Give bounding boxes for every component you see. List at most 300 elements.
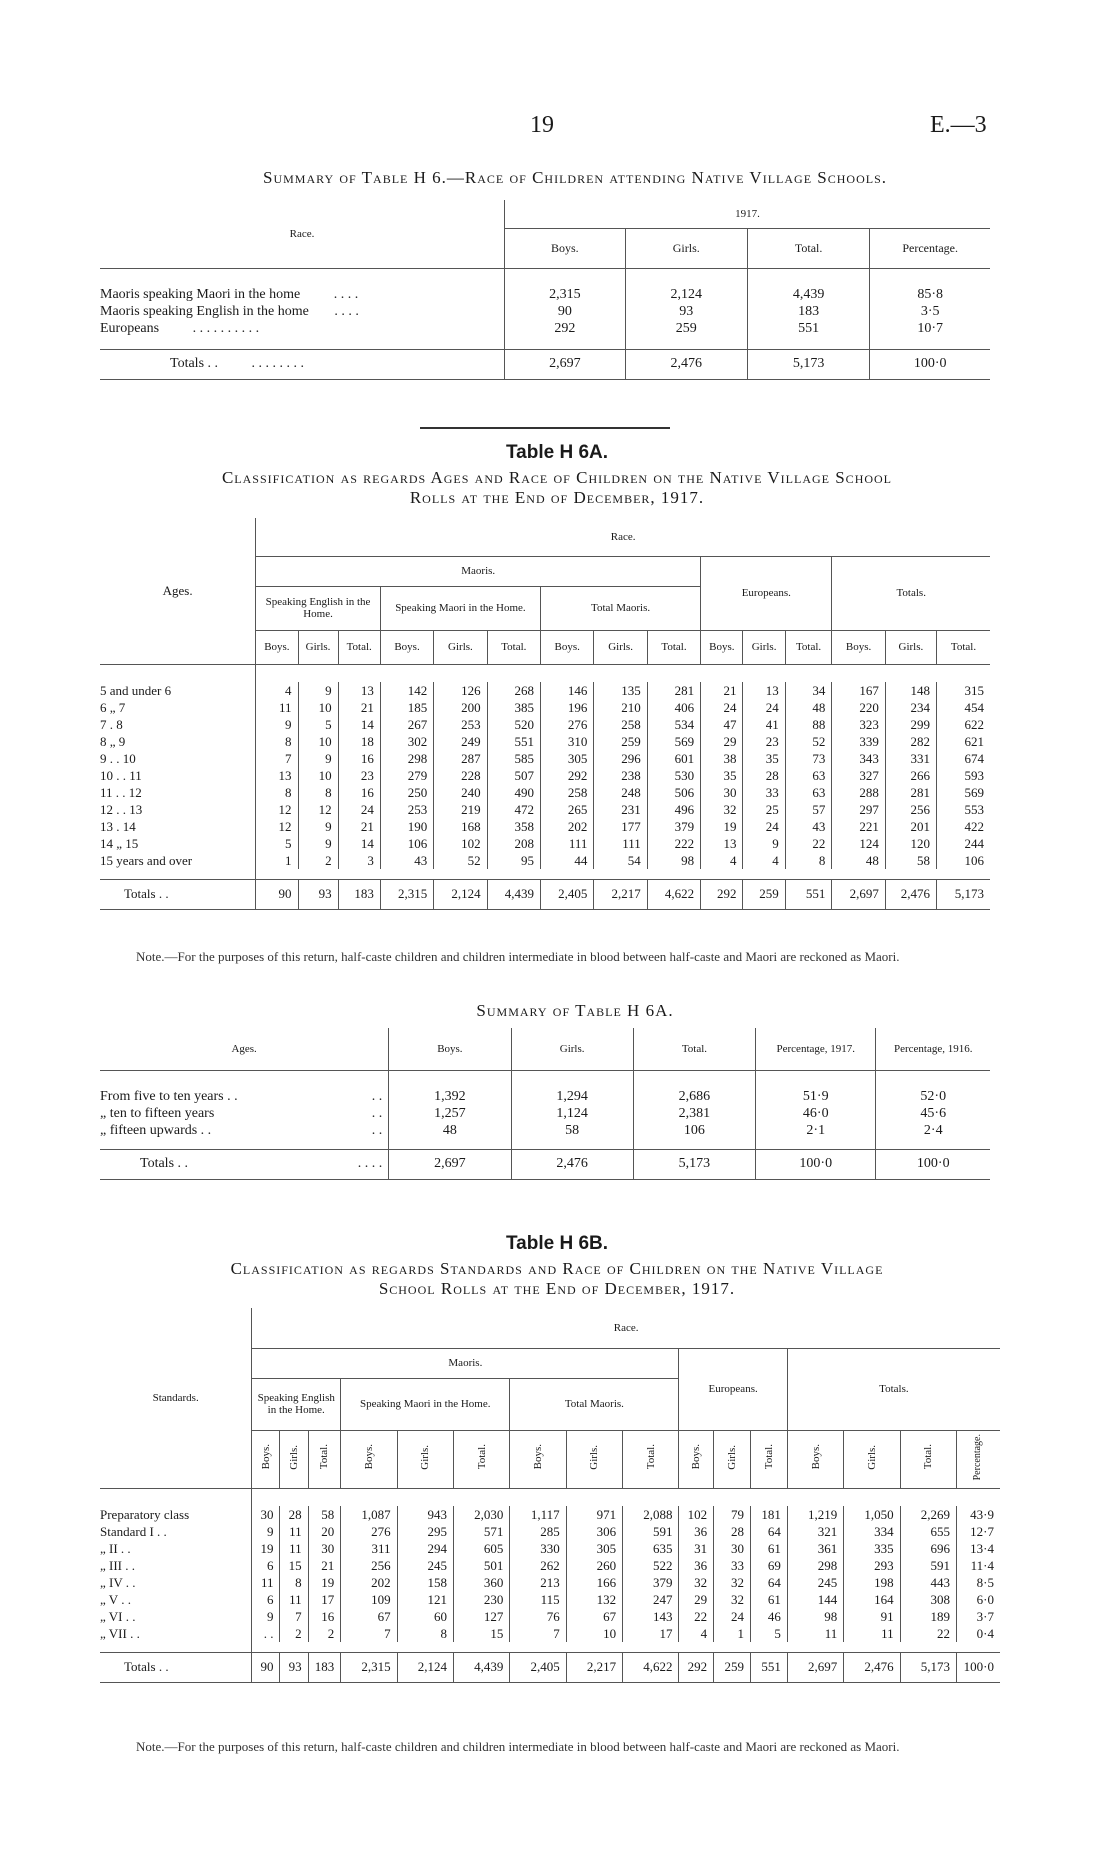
cell: 696 — [900, 1540, 956, 1557]
cell: 52 — [434, 852, 487, 869]
cell: 311 — [341, 1540, 397, 1557]
subcolumn-header: Total. — [318, 1444, 331, 1470]
subcolumn-header: Girls. — [419, 1444, 432, 1470]
cell: 100·0 — [756, 1149, 876, 1179]
cell: 265 — [541, 801, 594, 818]
table-row — [100, 716, 990, 733]
cell: 305 — [541, 750, 594, 767]
cell: 281 — [885, 784, 936, 801]
subcolumn-header: Girls. — [594, 630, 647, 664]
table-row — [100, 750, 990, 767]
cell: 5,173 — [936, 879, 990, 909]
page-number: 19 — [530, 112, 554, 138]
cell: 310 — [541, 733, 594, 750]
table-row — [100, 1523, 1000, 1540]
cell: 30 — [714, 1540, 751, 1557]
row-label: 11 . . 12 — [100, 784, 142, 800]
cell: 79 — [714, 1506, 751, 1523]
cell: 2·1 — [756, 1122, 876, 1139]
cell: 1,087 — [341, 1506, 397, 1523]
cell: 2·4 — [876, 1122, 990, 1139]
cell: 1,050 — [844, 1506, 900, 1523]
cell: 43 — [380, 852, 433, 869]
cell: 253 — [434, 716, 487, 733]
cell: 10 — [298, 767, 338, 784]
cell: 2,697 — [505, 349, 625, 379]
cell: 534 — [647, 716, 700, 733]
cell: 52 — [785, 733, 832, 750]
cell: 13 — [743, 682, 785, 699]
cell: 61 — [750, 1591, 787, 1608]
cell: 302 — [380, 733, 433, 750]
cell: 20 — [308, 1523, 341, 1540]
cell: 330 — [510, 1540, 566, 1557]
cell: 267 — [380, 716, 433, 733]
row-label: From five to ten years . . — [100, 1088, 238, 1104]
leader-dots: . . . . — [357, 1156, 383, 1171]
cell: 496 — [647, 801, 700, 818]
cell: 17 — [623, 1625, 679, 1642]
speaking-maori-header: Speaking Maori in the Home. — [380, 586, 540, 630]
cell: 2,315 — [505, 286, 625, 303]
cell: 2 — [280, 1625, 308, 1642]
cell: 379 — [647, 818, 700, 835]
cell: 5 — [750, 1625, 787, 1642]
cell: 183 — [747, 303, 869, 320]
cell: 102 — [679, 1506, 714, 1523]
cell: 34 — [785, 682, 832, 699]
race-header: Race. — [256, 518, 990, 556]
cell: 47 — [701, 716, 743, 733]
cell: 490 — [487, 784, 540, 801]
subcolumn-header: Girls. — [743, 630, 785, 664]
totals-row — [100, 1149, 990, 1179]
subcolumn-header: Girls. — [288, 1444, 301, 1470]
cell: 13 — [701, 835, 743, 852]
col-total: Total. — [633, 1028, 755, 1070]
cell: 8·5 — [956, 1574, 1000, 1591]
row-label: 10 . . 11 — [100, 767, 142, 783]
table-h6a-title: Table H 6A. — [505, 442, 609, 463]
table-row — [100, 801, 990, 818]
cell: 593 — [936, 767, 990, 784]
cell: 11·4 — [956, 1557, 1000, 1574]
cell: 422 — [936, 818, 990, 835]
row-label: „ III . . — [100, 1557, 136, 1573]
col-percentage: Percentage. — [870, 228, 990, 268]
cell: 41 — [743, 716, 785, 733]
subcolumn-header: Boys. — [362, 1444, 375, 1470]
standards-header: Standards. — [152, 1391, 199, 1404]
cell: 64 — [750, 1574, 787, 1591]
cell: 0·4 — [956, 1625, 1000, 1642]
table-row — [100, 784, 990, 801]
summary-h6a-table — [100, 1028, 990, 1180]
cell: 183 — [338, 879, 380, 909]
cell: 57 — [785, 801, 832, 818]
cell: 64 — [750, 1523, 787, 1540]
table-h6a-note: Note.—For the purposes of this return, half-caste children and children intermediate in blood between half-caste and Maori are reckoned as Maori. — [136, 949, 900, 964]
cell: 143 — [623, 1608, 679, 1625]
cell: 35 — [701, 767, 743, 784]
cell: 343 — [832, 750, 885, 767]
year-header: 1917. — [505, 200, 990, 228]
cell: 308 — [900, 1591, 956, 1608]
cell: 655 — [900, 1523, 956, 1540]
cell: 106 — [380, 835, 433, 852]
cell: 331 — [885, 750, 936, 767]
table-row — [100, 1608, 1000, 1625]
cell: 58 — [885, 852, 936, 869]
subcolumn-header: Total. — [762, 1444, 775, 1470]
cell: 106 — [936, 852, 990, 869]
table-row — [100, 852, 990, 869]
cell: 124 — [832, 835, 885, 852]
subcolumn-header: Boys. — [832, 630, 885, 664]
cell: 46 — [750, 1608, 787, 1625]
cell: 385 — [487, 699, 540, 716]
cell: 15 — [280, 1557, 308, 1574]
cell: 292 — [701, 879, 743, 909]
cell: 258 — [594, 716, 647, 733]
cell: 58 — [511, 1122, 633, 1139]
leader-dots: . . . . . . . . . . — [192, 320, 260, 336]
table-row — [100, 767, 990, 784]
cell: 43 — [785, 818, 832, 835]
cell: 244 — [936, 835, 990, 852]
cell: 601 — [647, 750, 700, 767]
cell: 98 — [647, 852, 700, 869]
cell: 7 — [280, 1608, 308, 1625]
cell: 321 — [787, 1523, 843, 1540]
cell: 200 — [434, 699, 487, 716]
cell: 9 — [743, 835, 785, 852]
cell: 120 — [885, 835, 936, 852]
table-row — [100, 286, 990, 303]
cell: 2,476 — [885, 879, 936, 909]
cell: 100·0 — [876, 1149, 990, 1179]
cell: 208 — [487, 835, 540, 852]
totals-header: Totals. — [832, 556, 990, 630]
cell: 144 — [787, 1591, 843, 1608]
cell: 4,622 — [647, 879, 700, 909]
cell: 971 — [566, 1506, 622, 1523]
cell: 281 — [647, 682, 700, 699]
cell: 111 — [594, 835, 647, 852]
cell: 569 — [647, 733, 700, 750]
cell: 2 — [308, 1625, 341, 1642]
cell: 90 — [256, 879, 298, 909]
cell: 91 — [844, 1608, 900, 1625]
row-label: „ II . . — [100, 1540, 131, 1556]
cell: 43·9 — [956, 1506, 1000, 1523]
subcolumn-header: Boys. — [532, 1444, 544, 1470]
cell: 90 — [505, 303, 625, 320]
table-row — [100, 1105, 990, 1122]
cell: 293 — [844, 1557, 900, 1574]
cell: 10 — [298, 699, 338, 716]
cell: 32 — [714, 1591, 751, 1608]
cell: 58 — [308, 1506, 341, 1523]
cell: 507 — [487, 767, 540, 784]
table-row — [100, 818, 990, 835]
cell: 551 — [750, 1652, 787, 1682]
cell: 13 — [338, 682, 380, 699]
cell: 10·7 — [870, 320, 990, 337]
cell: 8 — [256, 733, 298, 750]
cell: 305 — [566, 1540, 622, 1557]
cell: 250 — [380, 784, 433, 801]
summary-h6-title: Summary of Table H 6.—Race of Children attending Native Village Schools. — [262, 168, 887, 187]
cell: 100·0 — [870, 349, 990, 379]
row-label: 6 „ 7 — [100, 699, 126, 715]
cell: 253 — [380, 801, 433, 818]
cell: 164 — [844, 1591, 900, 1608]
cell: 339 — [832, 733, 885, 750]
cell: 530 — [647, 767, 700, 784]
summary-h6a-title: Summary of Table H 6A. — [476, 1001, 674, 1020]
speaking-english-header: Speaking English in the Home. — [252, 1378, 341, 1430]
cell: 520 — [487, 716, 540, 733]
cell: 591 — [623, 1523, 679, 1540]
cell: 1 — [256, 852, 298, 869]
cell: 6 — [252, 1591, 280, 1608]
cell: 2,217 — [594, 879, 647, 909]
cell: 260 — [566, 1557, 622, 1574]
cell: 240 — [434, 784, 487, 801]
table-row — [100, 1574, 1000, 1591]
cell: 121 — [397, 1591, 453, 1608]
cell: 258 — [541, 784, 594, 801]
table-h6b-subtitle-2: School Rolls at the End of December, 1917. — [378, 1279, 736, 1298]
cell: 292 — [679, 1652, 714, 1682]
subcolumn-header: Boys. — [380, 630, 433, 664]
maoris-header: Maoris. — [256, 556, 701, 586]
row-label: Europeans — [100, 320, 160, 336]
cell: 506 — [647, 784, 700, 801]
cell: 569 — [936, 784, 990, 801]
europeans-header: Europeans. — [701, 556, 832, 630]
cell: 2,217 — [566, 1652, 622, 1682]
cell: 268 — [487, 682, 540, 699]
table-row — [100, 1591, 1000, 1608]
subcolumn-header: Total. — [644, 1444, 657, 1470]
cell: 259 — [714, 1652, 751, 1682]
cell: 29 — [679, 1591, 714, 1608]
cell: 30 — [308, 1540, 341, 1557]
cell: 106 — [633, 1122, 755, 1139]
cell: 315 — [936, 682, 990, 699]
totals-row — [100, 879, 990, 909]
cell: 288 — [832, 784, 885, 801]
cell: 335 — [844, 1540, 900, 1557]
cell: 166 — [566, 1574, 622, 1591]
cell: 1,392 — [389, 1088, 511, 1105]
row-label: Preparatory class — [100, 1506, 190, 1522]
cell: 9 — [256, 716, 298, 733]
subcolumn-header: Girls. — [298, 630, 338, 664]
cell: 19 — [308, 1574, 341, 1591]
cell: 553 — [936, 801, 990, 818]
cell: 30 — [701, 784, 743, 801]
cell: 1,294 — [511, 1088, 633, 1105]
cell: 16 — [308, 1608, 341, 1625]
cell: 88 — [785, 716, 832, 733]
cell: 323 — [832, 716, 885, 733]
cell: 5,173 — [747, 349, 869, 379]
cell: 4,439 — [747, 286, 869, 303]
cell: 1,219 — [787, 1506, 843, 1523]
table-row — [100, 1625, 1000, 1642]
subcolumn-header: Total. — [487, 630, 540, 664]
col-boys: Boys. — [505, 228, 625, 268]
cell: 9 — [252, 1523, 280, 1540]
cell: 551 — [785, 879, 832, 909]
cell: 1,117 — [510, 1506, 566, 1523]
cell: 221 — [832, 818, 885, 835]
subcolumn-header: Girls. — [885, 630, 936, 664]
col-ages: Ages. — [231, 1042, 257, 1055]
row-label: „ V . . — [100, 1591, 131, 1607]
table-row — [100, 682, 990, 699]
cell: 132 — [566, 1591, 622, 1608]
table-row — [100, 1506, 1000, 1523]
cell: 585 — [487, 750, 540, 767]
cell: 21 — [308, 1557, 341, 1574]
cell: 7 — [341, 1625, 397, 1642]
cell: 4,439 — [453, 1652, 509, 1682]
cell: 185 — [380, 699, 433, 716]
table-h6b-subtitle-1: Classification as regards Standards and Race of Children on the Native Village — [230, 1259, 884, 1278]
cell: 12 — [298, 801, 338, 818]
cell: 127 — [453, 1608, 509, 1625]
cell: 249 — [434, 733, 487, 750]
maoris-header: Maoris. — [252, 1348, 679, 1378]
cell: 294 — [397, 1540, 453, 1557]
leader-dots: . . — [371, 1105, 383, 1121]
cell: 220 — [832, 699, 885, 716]
cell: 454 — [936, 699, 990, 716]
cell: 5,173 — [900, 1652, 956, 1682]
cell: 202 — [341, 1574, 397, 1591]
race-header: Race. — [252, 1308, 1000, 1348]
row-label: 12 . . 13 — [100, 801, 143, 817]
cell: 259 — [625, 320, 747, 337]
cell: 1 — [714, 1625, 751, 1642]
cell: 100·0 — [956, 1652, 1000, 1682]
cell: 8 — [785, 852, 832, 869]
cell: 551 — [487, 733, 540, 750]
table-row — [100, 1088, 990, 1105]
table-row — [100, 699, 990, 716]
cell: 2,124 — [625, 286, 747, 303]
cell: 2,476 — [625, 349, 747, 379]
row-label: 15 years and over — [100, 852, 193, 868]
cell: 18 — [338, 733, 380, 750]
subcolumn-header: Girls. — [865, 1444, 878, 1470]
cell: 23 — [338, 767, 380, 784]
cell: 4,439 — [487, 879, 540, 909]
cell: 621 — [936, 733, 990, 750]
cell: 16 — [338, 750, 380, 767]
subcolumn-header: Total. — [647, 630, 700, 664]
cell: 11 — [280, 1540, 308, 1557]
col-boys: Boys. — [389, 1028, 511, 1070]
subcolumn-header: Total. — [785, 630, 832, 664]
cell: 297 — [832, 801, 885, 818]
cell: 2,124 — [434, 879, 487, 909]
row-label: Maoris speaking Maori in the home — [100, 286, 301, 302]
cell: 2,269 — [900, 1506, 956, 1523]
table-row — [100, 320, 990, 337]
cell: 2,476 — [511, 1149, 633, 1179]
cell: 21 — [338, 818, 380, 835]
cell: 28 — [743, 767, 785, 784]
cell: 52·0 — [876, 1088, 990, 1105]
cell: 2,697 — [787, 1652, 843, 1682]
cell: 9 — [298, 750, 338, 767]
cell: 571 — [453, 1523, 509, 1540]
table-h6b-title: Table H 6B. — [505, 1233, 609, 1254]
subcolumn-header: Boys. — [701, 630, 743, 664]
cell: 202 — [541, 818, 594, 835]
cell: 90 — [252, 1652, 280, 1682]
row-label: Maoris speaking English in the home — [100, 303, 309, 319]
cell: 2,124 — [397, 1652, 453, 1682]
cell: 24 — [714, 1608, 751, 1625]
cell: 11 — [252, 1574, 280, 1591]
cell: 95 — [487, 852, 540, 869]
percentage-header: Percentage. — [972, 1433, 984, 1481]
cell: 19 — [252, 1540, 280, 1557]
cell: 48 — [832, 852, 885, 869]
cell: 69 — [750, 1557, 787, 1574]
totals-label: Totals . . — [140, 1156, 189, 1171]
cell: 102 — [434, 835, 487, 852]
row-label: „ VI . . — [100, 1608, 136, 1624]
cell: 8 — [280, 1574, 308, 1591]
leader-dots: . . — [371, 1088, 383, 1104]
cell: 14 — [338, 716, 380, 733]
cell: 5,173 — [633, 1149, 755, 1179]
leader-dots: . . . . . . . . — [251, 356, 305, 371]
leader-dots: . . — [371, 1122, 383, 1138]
cell: 48 — [785, 699, 832, 716]
cell: 12 — [256, 818, 298, 835]
cell: 635 — [623, 1540, 679, 1557]
cell: 358 — [487, 818, 540, 835]
cell: 9 — [298, 682, 338, 699]
cell: . . — [252, 1625, 280, 1642]
cell: 35 — [743, 750, 785, 767]
europeans-header: Europeans. — [679, 1348, 787, 1430]
leader-dots: . . . . — [334, 303, 359, 319]
cell: 31 — [679, 1540, 714, 1557]
cell: 5 — [298, 716, 338, 733]
cell: 28 — [714, 1523, 751, 1540]
table-row — [100, 835, 990, 852]
cell: 247 — [623, 1591, 679, 1608]
cell: 222 — [647, 835, 700, 852]
cell: 298 — [787, 1557, 843, 1574]
cell: 9 — [252, 1608, 280, 1625]
cell: 32 — [701, 801, 743, 818]
cell: 285 — [510, 1523, 566, 1540]
cell: 2,315 — [380, 879, 433, 909]
table-row — [100, 303, 990, 320]
row-label: „ IV . . — [100, 1574, 136, 1590]
cell: 36 — [679, 1557, 714, 1574]
